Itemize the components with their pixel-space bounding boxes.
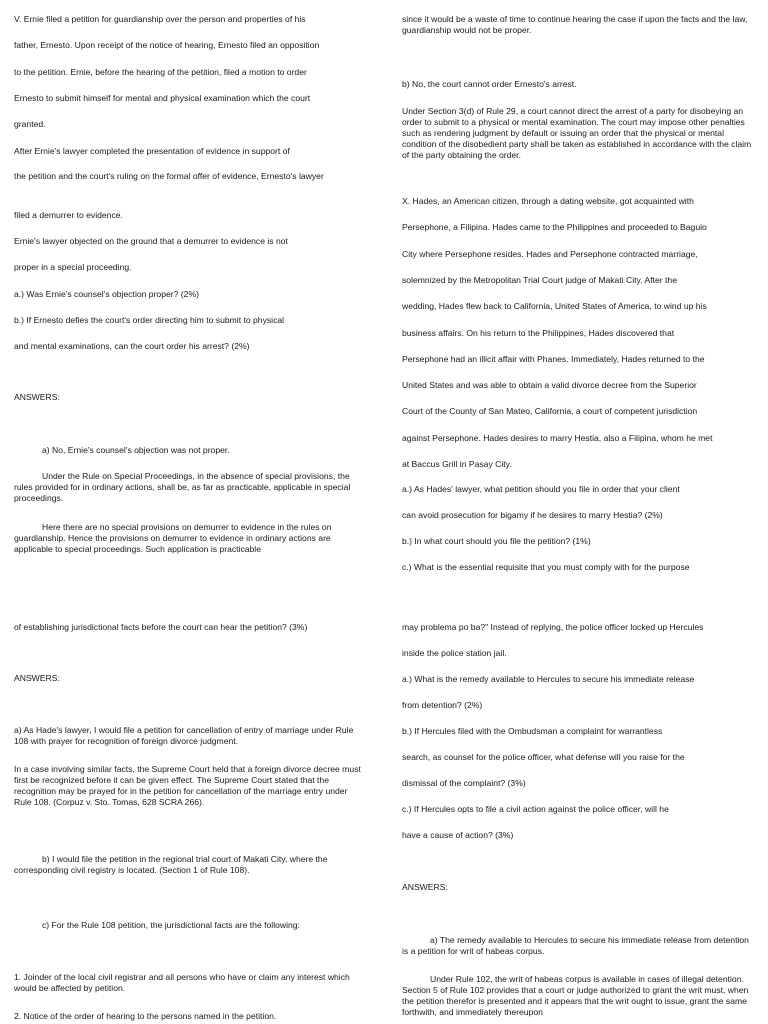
page-quadrant-top-right [402, 10, 756, 596]
question-a: a.) What is the remedy available to Hercules to secure his immediate release [402, 674, 695, 684]
question-text-line: After Ernie's lawyer completed the presentation of evidence in support of [14, 146, 290, 156]
answer-paragraph: Under Section 3(d) of Rule 29, a court cannot direct the arrest of a party for disobeying an order to submit to a physical or mental examination. The court may impose other penalties such as rendering judgment by default or issuing an order that the physical or mental condition of the disobedient party shall be taken as established in accordance with the claim of the party obtaining the order. [402, 106, 752, 160]
answers-heading: ANSWERS: [14, 673, 60, 683]
question-text-line: search, as counsel for the police officer, what defense will you raise for the [402, 752, 685, 762]
list-item: 2. Notice of the order of hearing to the persons named in the petition. [14, 1011, 277, 1021]
question-text-line: can avoid prosecution for bigamy if he desires to marry Hestia? (2%) [402, 510, 663, 520]
question-text-line: business affairs. On his return to the Philippines, Hades discovered that [402, 328, 675, 338]
question-b: b.) In what court should you file the petition? (1%) [402, 536, 591, 546]
question-text-line: V. Ernie filed a petition for guardianship over the person and properties of his [14, 14, 306, 24]
question-b: b.) If Hercules filed with the Ombudsman a complaint for warrantless [402, 726, 663, 736]
question-text-line: Ernie's lawyer objected on the ground that a demurrer to evidence is not [14, 236, 288, 246]
answer-paragraph: Here there are no special provisions on demurrer to evidence in the rules on guardianship. Hence the provisions on demurrer to evidence in ordinary actions are applicable to special proceedings. Such application is practicable [14, 522, 332, 554]
answer-a: a) No, Ernie's counsel's objection was not proper. [42, 445, 230, 455]
answer-a: a) As Hade's lawyer, I would file a petition for cancellation of entry of marriage under Rule 108 with prayer for recognition of foreign divorce judgment. [14, 725, 354, 746]
question-text-line: against Persephone. Hades desires to marry Hestia, also a Filipina, whom he met [402, 433, 713, 443]
question-b: b.) If Ernesto defies the court's order directing him to submit to physical [14, 315, 285, 325]
question-text-line: dismissal of the complaint? (3%) [402, 778, 526, 788]
answer-b: b) No, the court cannot order Ernesto's arrest. [402, 79, 577, 89]
answer-paragraph: Under Rule 102, the writ of habeas corpus is available in cases of illegal detention. Section 5 of Rule 102 provides that a court or judge authorized to grant the writ must, when the petition therefor is presented and it appears that the writ ought to issue, grant the same forthwith, and immediately thereupon [402, 974, 749, 1017]
page-quadrant-bottom-left [14, 617, 366, 1024]
page-quadrant-bottom-right [402, 617, 756, 1024]
question-text-line: may problema po ba?" Instead of replying, the police officer locked up Hercules [402, 622, 704, 632]
answer-paragraph: In a case involving similar facts, the Supreme Court held that a foreign divorce decree must first be recognized before it can be given effect. The Supreme Court stated that the recognition may be prayed for in the petition for cancellation of the marriage entry under Rule 108. (Corpuz v. Sto. Tomas, 628 SCRA 266). [14, 764, 361, 807]
question-text-line: X. Hades, an American citizen, through a dating website, got acquainted with [402, 196, 694, 206]
answers-heading: ANSWERS: [14, 392, 60, 402]
question-text-line: and mental examinations, can the court order his arrest? (2%) [14, 341, 250, 351]
list-item: 1. Joinder of the local civil registrar and all persons who have or claim any interest which would be affected by petition. [14, 972, 350, 993]
answer-c: c) For the Rule 108 petition, the jurisdictional facts are the following: [42, 920, 300, 930]
question-text-line: United States and was able to obtain a valid divorce decree from the Superior [402, 380, 697, 390]
question-text-line: from detention? (2%) [402, 700, 483, 710]
page-quadrant-top-left [14, 10, 364, 596]
question-c: c.) If Hercules opts to file a civil action against the police officer, will he [402, 804, 669, 814]
question-c: c.) What is the essential requisite that you must comply with for the purpose [402, 562, 690, 572]
answer-paragraph: Under the Rule on Special Proceedings, in the absence of special provisions, the rules provided for in ordinary actions, shall be, as far as practicable, applicable in special proceedings. [14, 471, 351, 503]
answer-paragraph: since it would be a waste of time to continue hearing the case if upon the facts and the law, guardianship would not be proper. [402, 14, 748, 35]
question-text-line: at Baccus Grill in Pasay City. [402, 459, 512, 469]
answer-a: a) The remedy available to Hercules to secure his immediate release from detention is a petition for writ of habeas corpus. [402, 935, 749, 956]
question-text-line: father, Ernesto. Upon receipt of the notice of hearing, Ernesto filed an opposition [14, 40, 320, 50]
question-a: a.) As Hades' lawyer, what petition should you file in order that your client [402, 484, 680, 494]
question-text-line: the petition and the court's ruling on the formal offer of evidence, Ernesto's lawyer [14, 171, 324, 181]
question-text-line: proper in a special proceeding. [14, 262, 132, 272]
question-text-line: to the petition. Ernie, before the hearing of the petition, filed a motion to order [14, 67, 307, 77]
answers-heading: ANSWERS: [402, 882, 448, 892]
question-text-line: Persephone, a Filipina. Hades came to the Philippines and proceeded to Baguio [402, 222, 707, 232]
question-a: a.) Was Ernie's counsel's objection proper? (2%) [14, 289, 199, 299]
question-text-line: Court of the County of San Mateo, California, a court of competent jurisdiction [402, 406, 698, 416]
question-text-line: City where Persephone resides. Hades and Persephone contracted marriage, [402, 249, 698, 259]
question-text-line: Ernesto to submit himself for mental and physical examination which the court [14, 93, 311, 103]
question-text-line: filed a demurrer to evidence. [14, 210, 123, 220]
question-text-line: granted. [14, 119, 46, 129]
question-text-line: of establishing jurisdictional facts before the court can hear the petition? (3%) [14, 622, 308, 632]
answer-b: b) I would file the petition in the regional trial court of Makati City, where the corresponding civil registry is located. (Section 1 of Rule 108). [14, 854, 328, 875]
question-text-line: wedding, Hades flew back to California, United States of America, to wind up his [402, 301, 707, 311]
question-text-line: Persephone had an illicit affair with Phanes. Immediately, Hades returned to the [402, 354, 705, 364]
question-text-line: have a cause of action? (3%) [402, 830, 514, 840]
question-text-line: inside the police station jail. [402, 648, 507, 658]
question-text-line: solemnized by the Metropolitan Trial Court judge of Makati City. After the [402, 275, 677, 285]
